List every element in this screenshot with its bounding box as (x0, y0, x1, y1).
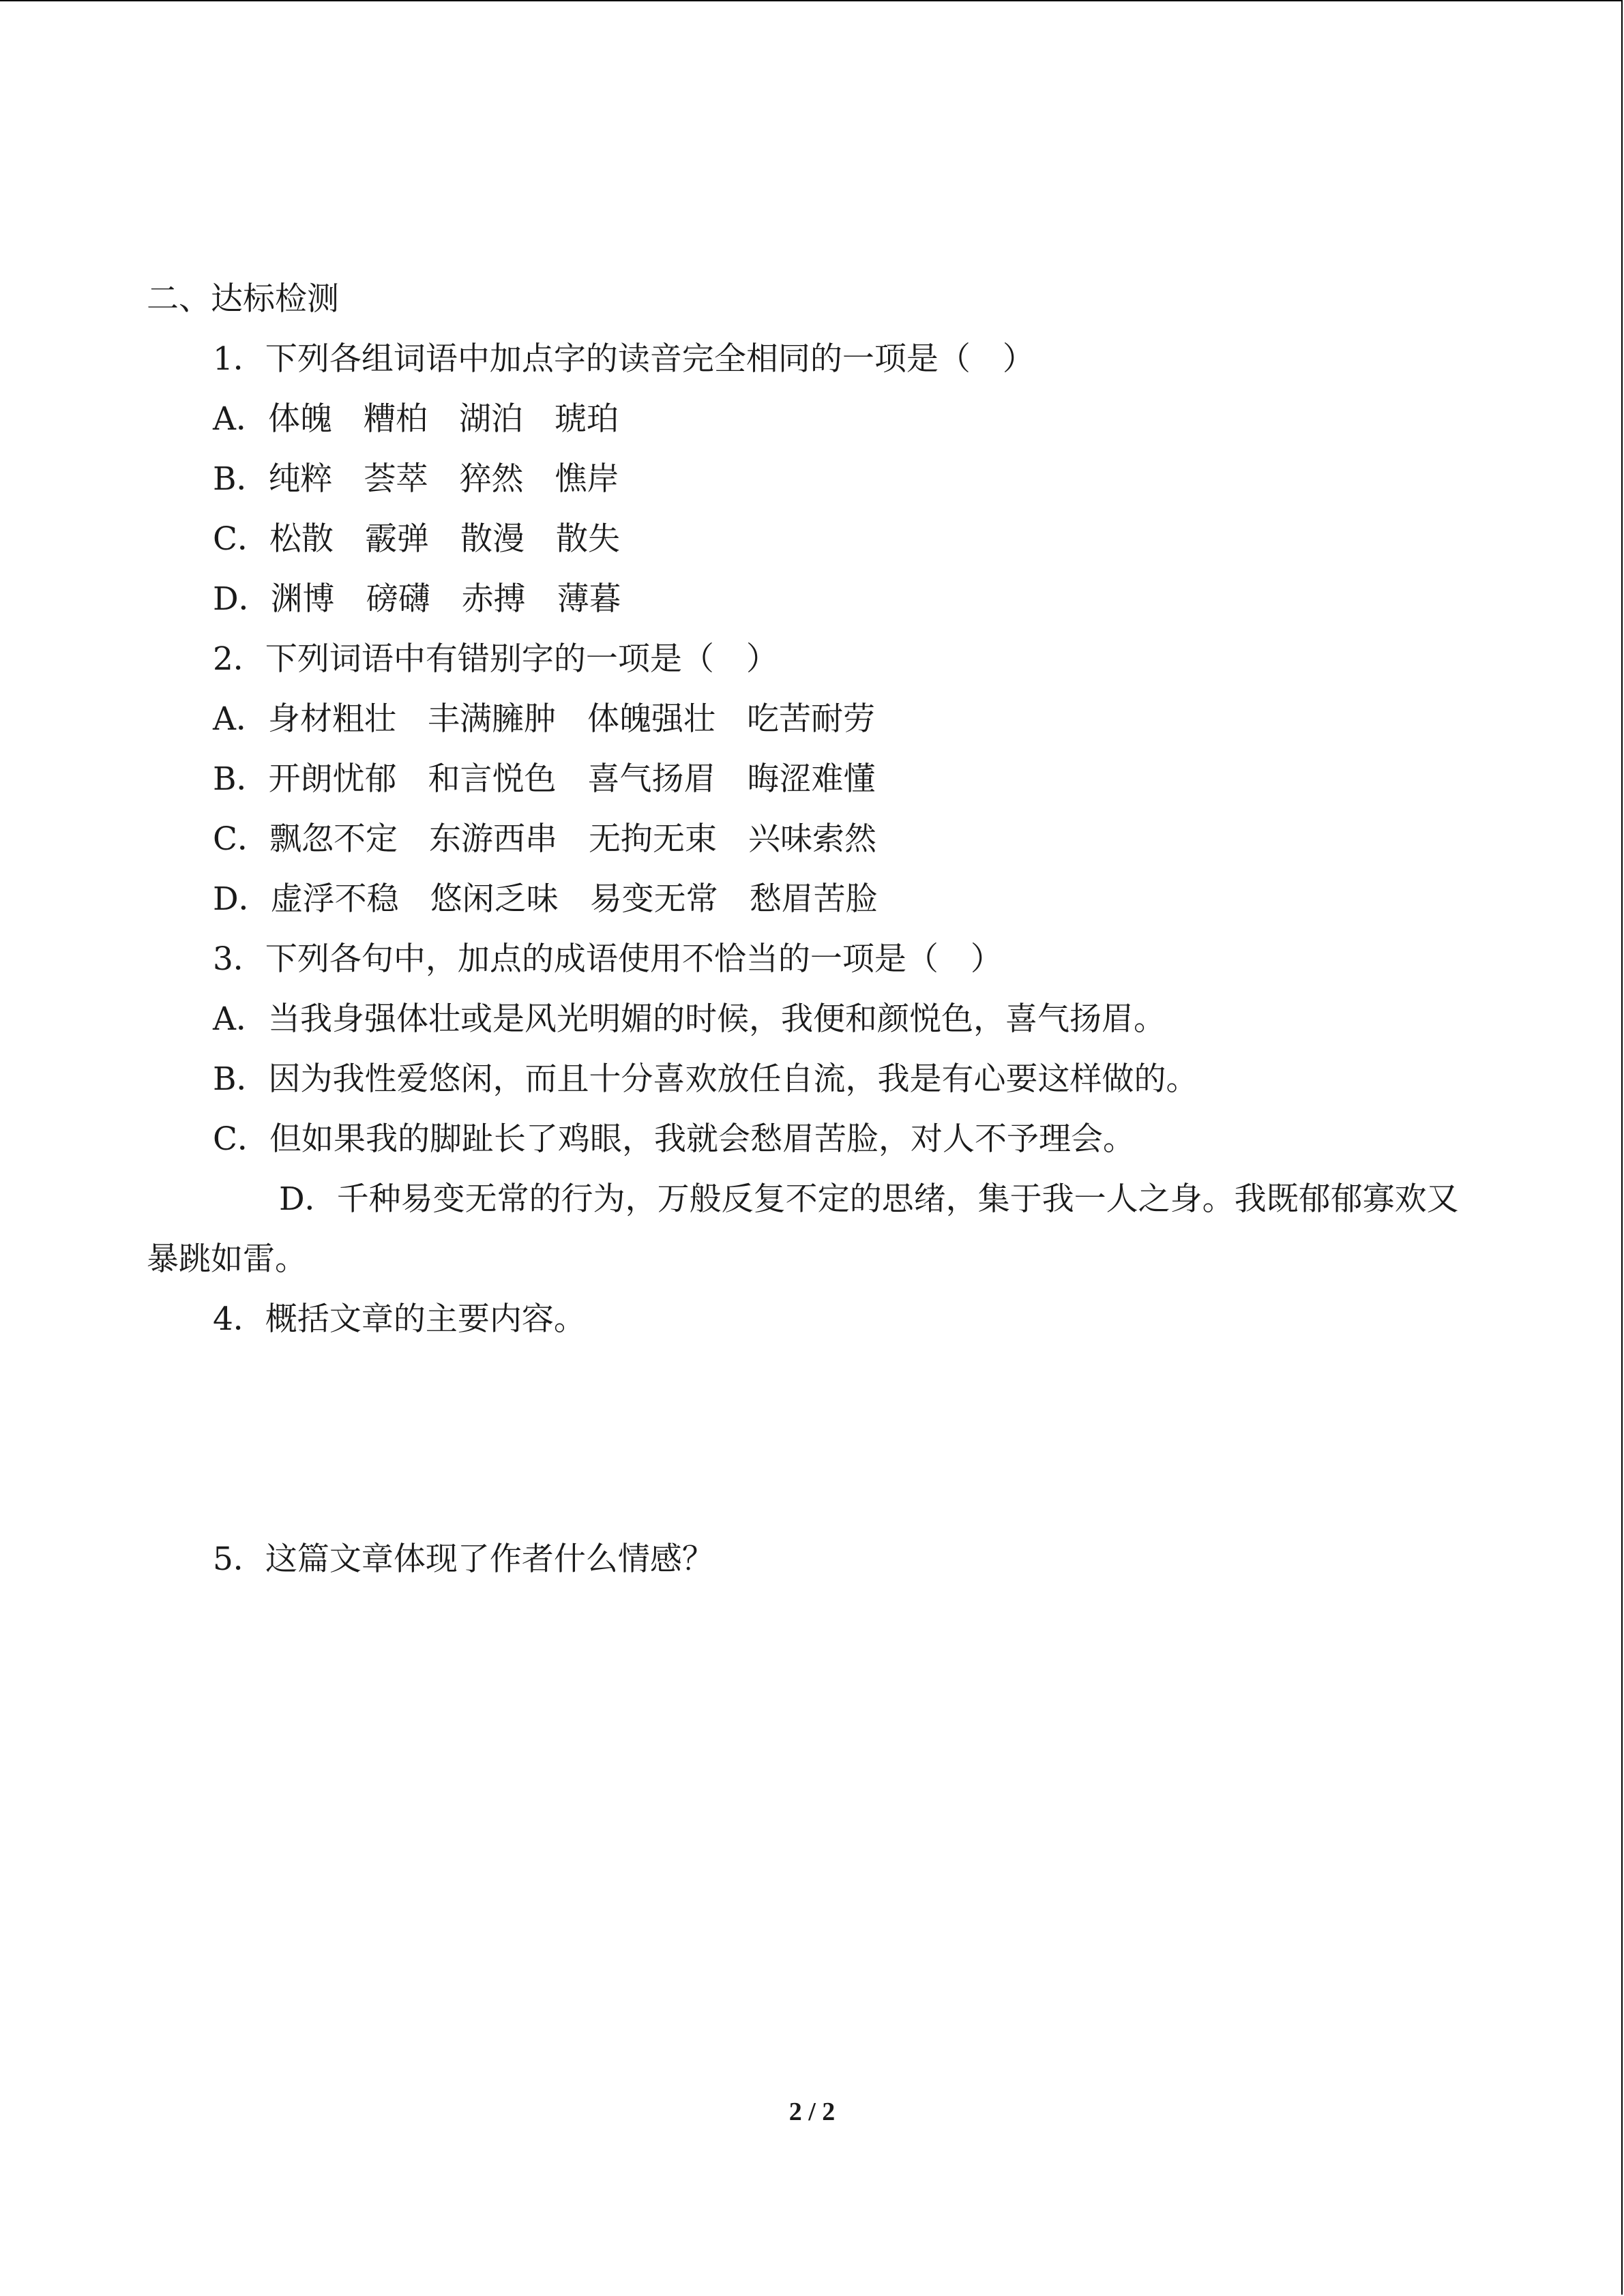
option-label: B． (213, 760, 269, 798)
option-label: A． (213, 400, 268, 438)
term: 赤搏 (461, 580, 526, 618)
option-label: D． (213, 880, 271, 918)
question-2-option-c (147, 809, 1473, 869)
option-label: A． (213, 700, 268, 738)
question-2-stem: 2．下列词语中有错别字的一项是（ ） (213, 640, 778, 678)
term: 磅礴 (366, 580, 430, 618)
question-2-option-a (147, 689, 1473, 749)
term: 湖泊 (458, 400, 523, 438)
term: 吃苦耐劳 (746, 700, 875, 738)
option-label: C． (213, 1120, 269, 1158)
option-text: 但如果我的脚趾长了鸡眼，我就会愁眉苦脸，对人不予理会。 (269, 1120, 1135, 1158)
question-3-option-a (147, 989, 1473, 1049)
question-3-option-b (147, 1049, 1473, 1109)
option-label: B． (213, 460, 269, 498)
worksheet-content (147, 269, 1473, 1590)
term: 开朗忧郁 (268, 760, 397, 798)
term: 霰弹 (364, 520, 429, 558)
term: 纯粹 (268, 460, 333, 498)
question-1-stem: 1．下列各组词语中加点字的读音完全相同的一项是（ ） (213, 340, 1035, 378)
question-2-option-b (147, 749, 1473, 809)
term: 散漫 (460, 520, 525, 558)
question-1-option-c (147, 509, 1473, 569)
term: 猝然 (459, 460, 524, 498)
section-title: 二、达标检测 (147, 280, 339, 318)
question-5-stem: 5．这篇文章体现了作者什么情感？ (213, 1540, 714, 1578)
term: 荟萃 (364, 460, 428, 498)
term: 身材粗壮 (267, 700, 396, 738)
term: 愁眉苦脸 (749, 880, 878, 918)
term: 糟柏 (363, 400, 428, 438)
option-label: B． (213, 1060, 269, 1098)
question-4-stem: 4．概括文章的主要内容。 (213, 1300, 586, 1338)
question-1-option-a (147, 389, 1473, 449)
term: 飘忽不定 (269, 820, 398, 858)
option-label: A． (213, 1000, 268, 1038)
question-1-option-b (147, 449, 1473, 509)
term: 丰满臃肿 (427, 700, 556, 738)
term: 东游西串 (428, 820, 557, 858)
term: 兴味索然 (748, 820, 876, 858)
option-text: 当我身强体壮或是风光明媚的时候，我便和颜悦色，喜气扬眉。 (267, 1000, 1166, 1038)
term: 体魄强壮 (587, 700, 715, 738)
option-label: D． (213, 580, 271, 618)
option-label: C． (213, 520, 269, 558)
term: 薄暮 (557, 580, 621, 618)
option-text: 因为我性爱悠闲，而且十分喜欢放任自流，我是有心要这样做的。 (268, 1060, 1198, 1098)
term: 悠闲乏味 (430, 880, 559, 918)
question-3-option-c (147, 1109, 1473, 1169)
term: 渊博 (270, 580, 335, 618)
term: 散失 (555, 520, 620, 558)
option-text: 千种易变无常的行为，万般反复不定的思绪，集于我一人之身。我既郁郁寡欢又暴跳如雷。 (147, 1180, 1459, 1278)
option-label: D． (279, 1180, 337, 1218)
option-label: C． (213, 820, 269, 858)
question-3-stem: 3．下列各句中，加点的成语使用不恰当的一项是（ ） (213, 940, 1003, 978)
term: 松散 (269, 520, 334, 558)
term: 喜气扬眉 (587, 760, 716, 798)
term: 虚浮不稳 (270, 880, 399, 918)
term: 晦涩难懂 (747, 760, 876, 798)
term: 体魄 (267, 400, 332, 438)
term: 憔岸 (555, 460, 619, 498)
question-1-option-d (147, 569, 1473, 629)
question-3-option-d (147, 1169, 1460, 1289)
term: 和言悦色 (428, 760, 557, 798)
question-2-option-d (147, 869, 1473, 929)
page-number: 2 / 2 (788, 2098, 836, 2126)
term: 易变无常 (589, 880, 718, 918)
term: 琥珀 (554, 400, 619, 438)
term: 无拘无束 (588, 820, 717, 858)
answer-space (147, 1350, 1473, 1530)
